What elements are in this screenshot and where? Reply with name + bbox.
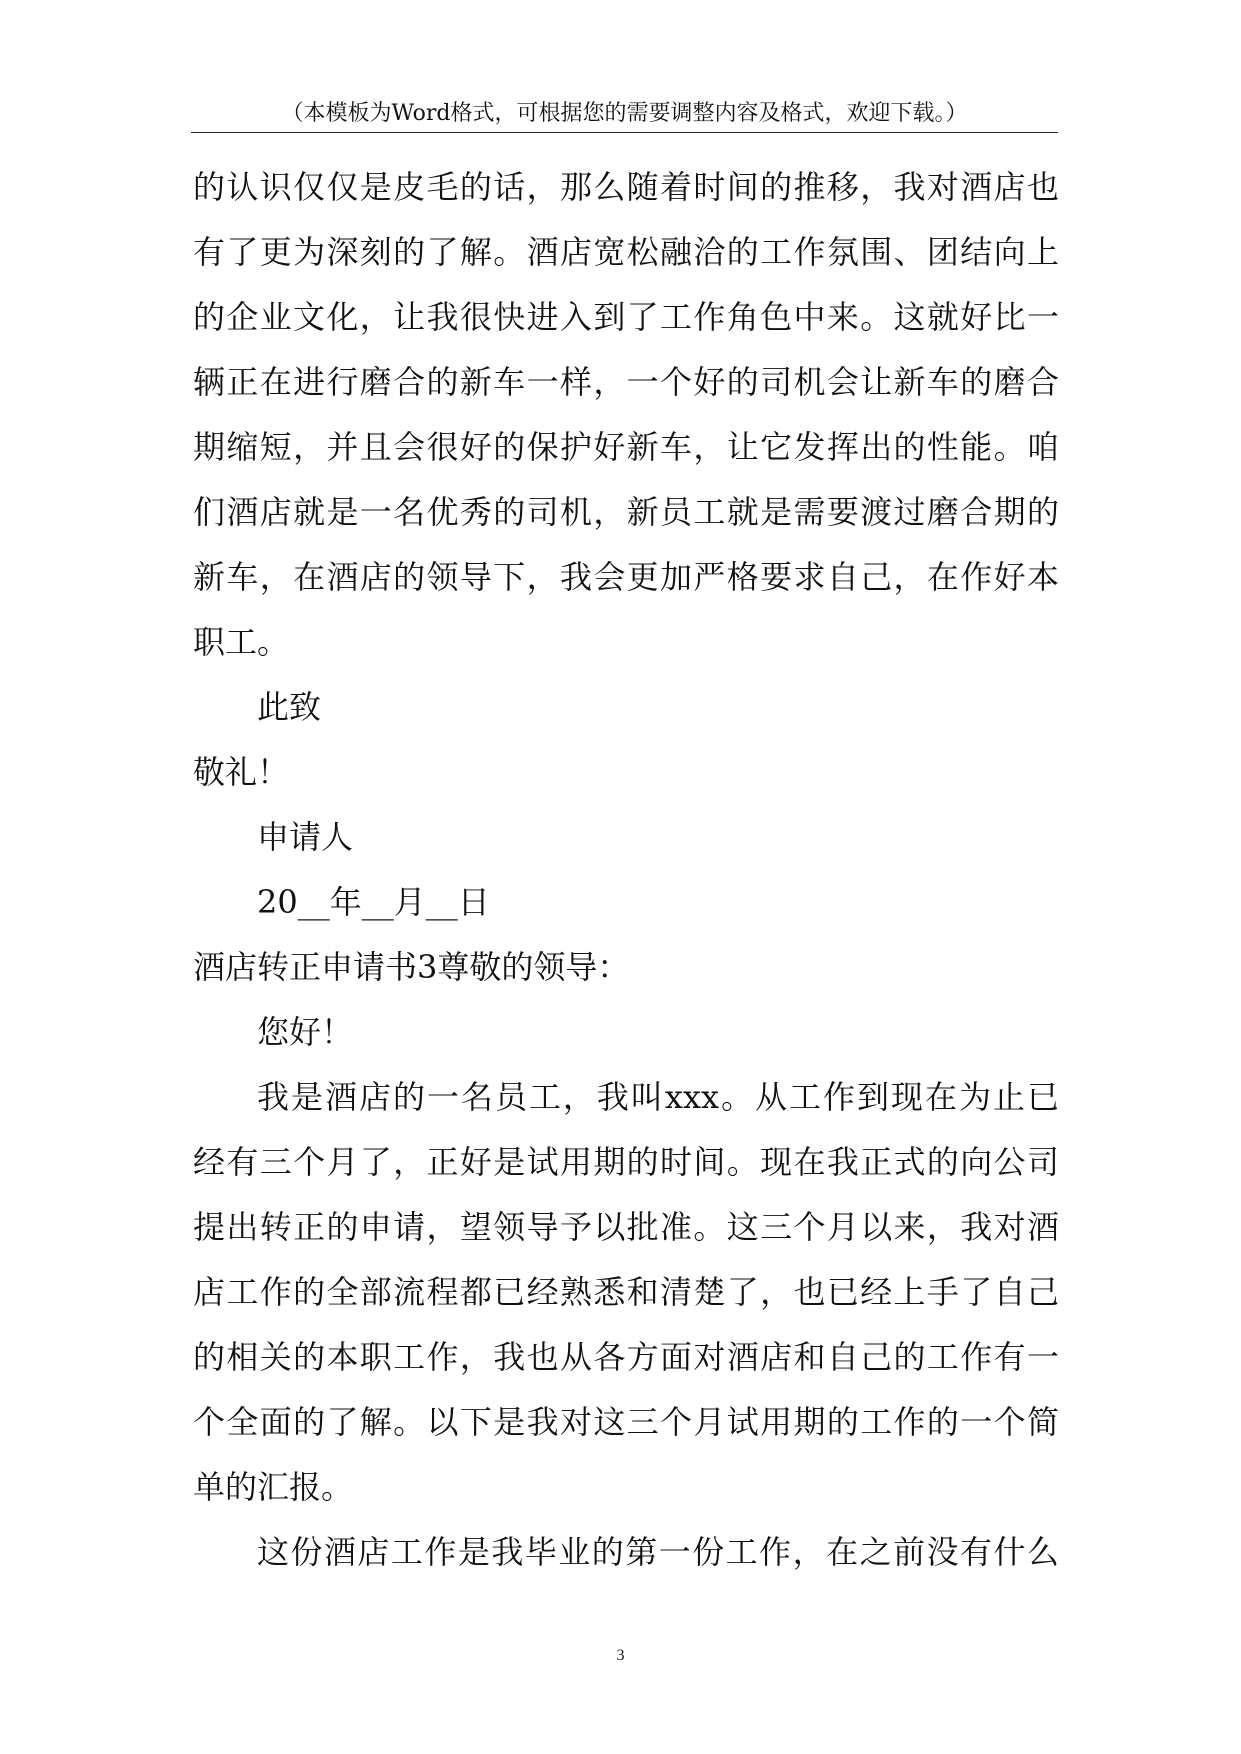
closing-regards: 敬礼！ xyxy=(193,753,290,791)
paragraph-line: 店工作的全部流程都已经熟悉和清楚了，也已经上手了自己 xyxy=(193,1273,1059,1311)
page-number: 3 xyxy=(616,1647,625,1664)
paragraph-line: 这份酒店工作是我毕业的第一份工作，在之前没有什么 xyxy=(257,1533,1059,1571)
paragraph-line: 职工。 xyxy=(193,623,290,661)
paragraph-line: 的认识仅仅是皮毛的话，那么随着时间的推移，我对酒店也 xyxy=(193,168,1059,206)
paragraph-line: 个全面的了解。以下是我对这三个月试用期的工作的一个简 xyxy=(193,1403,1059,1441)
paragraph-line: 我是酒店的一名员工，我叫xxx。从工作到现在为止已 xyxy=(257,1078,1059,1116)
paragraph-line: 的企业文化，让我很快进入到了工作角色中来。这就好比一 xyxy=(193,298,1059,336)
paragraph-line: 提出转正的申请，望领导予以批准。这三个月以来，我对酒 xyxy=(193,1208,1059,1246)
header-divider xyxy=(191,132,1058,133)
paragraph-line: 单的汇报。 xyxy=(193,1468,354,1506)
paragraph-line: 的相关的本职工作，我也从各方面对酒店和自己的工作有一 xyxy=(193,1338,1059,1376)
applicant-label: 申请人 xyxy=(257,818,354,856)
greeting: 您好！ xyxy=(257,1013,354,1051)
paragraph-line: 新车，在酒店的领导下，我会更加严格要求自己，在作好本 xyxy=(193,558,1059,596)
paragraph-line: 们酒店就是一名优秀的司机，新员工就是需要渡过磨合期的 xyxy=(193,493,1059,531)
paragraph-line: 期缩短，并且会很好的保护好新车，让它发挥出的性能。咱 xyxy=(193,428,1059,466)
paragraph-line: 有了更为深刻的了解。酒店宽松融洽的工作氛围、团结向上 xyxy=(193,233,1059,271)
date-line: 20__年__月__日 xyxy=(257,883,490,921)
body-text xyxy=(193,155,1059,1585)
closing-salutation: 此致 xyxy=(257,688,322,726)
paragraph-line: 经有三个月了，正好是试用期的时间。现在我正式的向公司 xyxy=(193,1143,1059,1181)
template-note: （本模板为Word格式，可根据您的需要调整内容及格式，欢迎下载。） xyxy=(281,101,968,126)
section-heading: 酒店转正申请书3尊敬的领导： xyxy=(193,948,630,986)
paragraph-line: 辆正在进行磨合的新车一样，一个好的司机会让新车的磨合 xyxy=(193,363,1059,401)
